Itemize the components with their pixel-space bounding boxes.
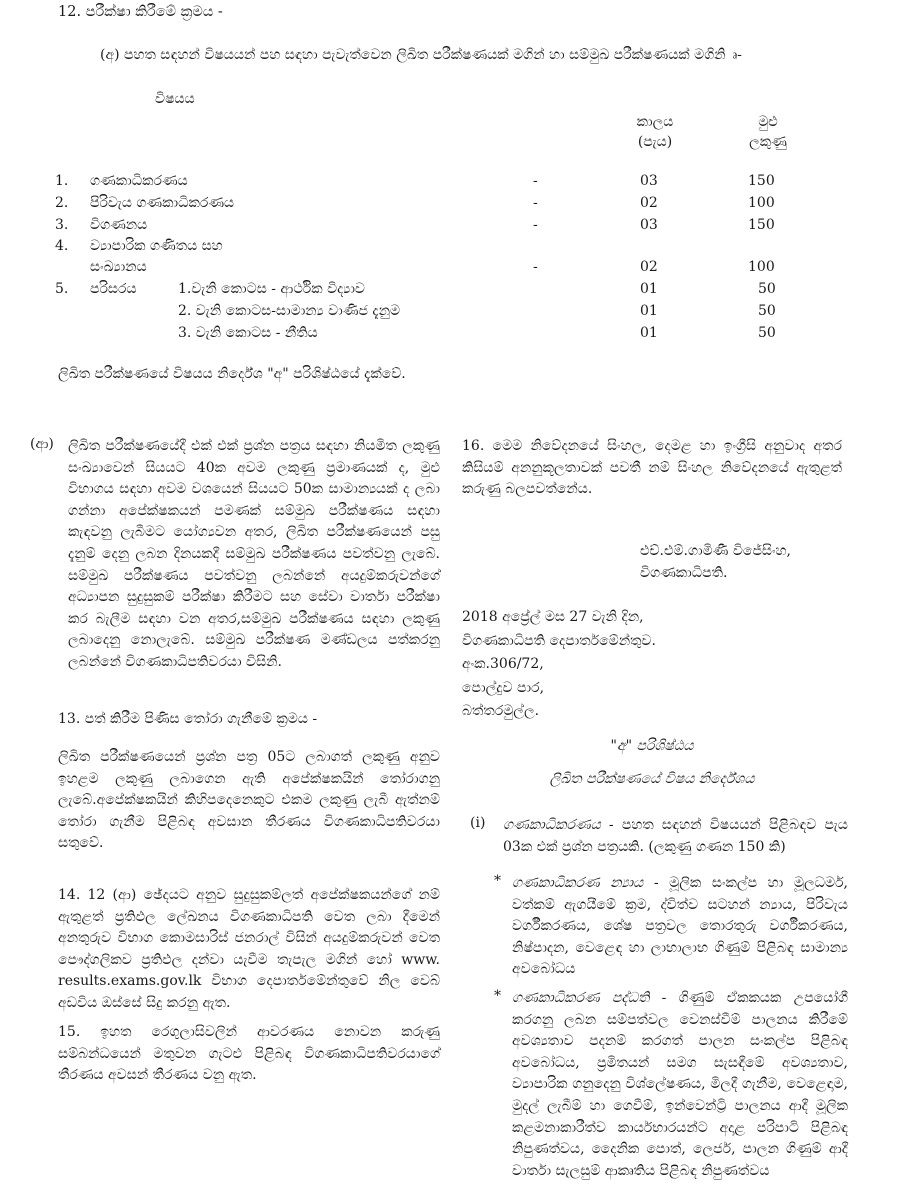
address-city: බත්තරමුල්ල.: [462, 703, 540, 719]
row-dash: -: [533, 173, 538, 189]
annex-item-label: (i): [470, 815, 486, 831]
row-duration: 01: [640, 303, 658, 319]
annex-item-i: [503, 815, 848, 858]
address-block: [462, 606, 656, 724]
signatory-title: විගණකාධිපති.: [640, 565, 728, 581]
table-row: [0, 238, 900, 260]
annex-subtitle: ලිඛිත පරීක්ෂණයේ විෂය නිර්දේශය: [549, 771, 755, 787]
row-duration: 03: [640, 217, 658, 233]
table-header-subject: විෂයය: [155, 91, 195, 107]
annex-bullet-text: - ගිණුම් ඒකකයක උපයෝගී කරගනු ලබන සම්පත්වල වෙනස්වීම් පාලනය කිරීමේ අවශ්‍යතාව පදනම් කරගත් පාලන සංකල්ප පිළිබඳ අවබෝධය, ප්‍රමිතයන් සමග සැසඳීමේ අවශ්‍යතාව, ව්‍යාපාරික ගනුදෙනු විශ්ලේෂණය, මිලදී ගැනීම, වෙළෙඳාම, මුදල් ලැබීම් හා ගෙවීම්, ඉන්වෙන්ට්‍රි පාලනය ආදී මූලික කළමනාකාරීත්ව කාර්යභාරයන්ට අදාළ පරිපාටි පිළිබඳ නිපුණත්වය, දෛනික පොත්, ලෙජර්, පාලන ගිණුම් ආදී වාර්තා සැලසුම් ආකෘතිය පිළිබඳ නිපුණත්වය: [512, 990, 848, 1179]
row-duration: 01: [640, 325, 658, 341]
annex-title: "අ" පරිශිෂ්ඨය: [610, 738, 694, 754]
row-duration: 03: [640, 173, 658, 189]
row-marks: 50: [758, 281, 776, 297]
row-number: 4.: [55, 238, 69, 254]
bullet-star: *: [494, 873, 501, 889]
row-subject: ගණකාධිකරණය: [90, 173, 188, 189]
address-number: අංක.306/72,: [462, 656, 544, 672]
row-subject: පරිසරය: [90, 281, 137, 297]
row-marks: 100: [748, 195, 775, 211]
row-duration: 01: [640, 281, 658, 297]
section-14-text: 14. 12 (ආ) ඡේදයට අනුව සුදුසුකම්ලත් අපේක්ෂකයන්ගේ නම් ඇතුළත් ප්‍රතිඵල ලේඛනය විගණකාධිපති වෙත ලබා දීමෙන් අනතුරුව විභාග කොමසාරිස් ජනරාල් විසින් අයදුම්කරුවන් වෙත පෞද්ගලිකව ප්‍රතිඵල දන්වා යැවීම තැපැල මගින් හෝ www. results.exams.gov.lk විභාග දෙපාර්තමේන්තුවේ නිල වෙබ් අඩවිය ඔස්සේ සිදු කරනු ඇත.: [58, 887, 440, 1011]
bullet-star: *: [494, 988, 501, 1004]
row-dash: -: [533, 217, 538, 233]
section-16-text: 16. මෙම නිවේදනයේ සිංහල, දෙමළ හා ඉංග්‍රීසි අනුවාද අතර කිසියම් අනනුකූලතාවක් පවතී නම් සිංහල නිවේදනයේ ඇතුළත් කරුණු බලපවත්නේය.: [462, 438, 842, 498]
annex-item-i-text: - පහත සඳහන් විෂයයන් පිළිබඳව පැය 03ක එක් ප්‍රශ්න පත්‍රයකි. (ලකුණු ගණන 150 කි): [503, 817, 848, 855]
row-subpart: 3. වැනි කොටස - නීතිය: [178, 325, 318, 341]
row-subject: පිරිවැය ගණකාධිකරණය: [90, 195, 235, 211]
row-number: 2.: [55, 195, 69, 211]
row-subject: විගණනය: [90, 217, 148, 233]
address-road: පොල්දුව පාර,: [462, 679, 545, 696]
annex-bullet: [512, 988, 848, 1182]
table-row: [0, 325, 900, 347]
row-number: 3.: [55, 217, 69, 233]
annex-item-i-heading: ගණකාධිකරණය: [503, 817, 601, 833]
signatory-name: එච්.එම්.ගාමිණී විජේසිංහ,: [640, 543, 792, 559]
row-number: 5.: [55, 281, 69, 297]
table-row: [0, 173, 900, 195]
table-row: [0, 303, 900, 325]
syllabus-note: ලිඛිත පරීක්ෂණයේ විෂයය නිර්දේශ "අ" පරිශිෂ්ඨයේ දැක්වේ.: [58, 366, 406, 382]
annex-bullet-text: - මූලික සංකල්ප හා මූලධර්ම, වත්කම් ඇගයීමේ ක්‍රම, ද්විත්ව සටහන් න්‍යාය, පිරිවැය වර්ගීකරණය, ශේෂ පත්‍රවල තොරතුරු වර්ගීකරණය, නිෂ්පාදන, වෙළෙඳ හා ලාභාලාභ ගිණුම් පිළිබඳ සාමාන්‍ය අවබෝධය: [512, 875, 848, 978]
row-marks: 150: [748, 173, 775, 189]
table-row: [0, 259, 900, 281]
row-duration: 02: [640, 195, 658, 211]
annex-bullet: [512, 873, 848, 981]
table-header-marks: මුළු ලකුණු: [749, 114, 787, 150]
row-marks: 100: [748, 259, 775, 275]
row-dash: -: [533, 259, 538, 275]
row-subpart: 1.වැනි කොටස - ආර්ථික විද්‍යාව: [178, 281, 365, 297]
row-subpart: 2. වැනි කොටස-සාමාන්‍ය වාණිජ දැනුම: [178, 303, 401, 319]
table-row: [0, 195, 900, 217]
row-subject: ව්‍යාපාරික ගණිතය සහ: [90, 238, 223, 254]
annex-bullet-heading: ගණකාධිකරණ පද්ධති: [512, 990, 650, 1006]
signature-block: [640, 543, 791, 581]
row-duration: 02: [640, 259, 658, 275]
table-row: [0, 281, 900, 303]
table-header-duration: කාලය (පැය): [636, 114, 674, 150]
section-13-text: ලිඛිත පරීක්ෂණයෙන් ප්‍රශ්න පත්‍ර 05ට ලබාගත් ලකුණු අනුව ඉහළම ලකුණු ලබාගෙන ඇති අපේක්ෂකයින් තෝරාගනු ලැබේ.අපේක්ෂකයින් කිහිපදෙනෙකුට එකම ලකුණු ලැබී ඇත්නම් තෝරා ගැනීම පිළිබඳ අවසාන තීරණය විගණකාධිපතිවරයා සතුවේ.: [58, 749, 440, 852]
row-dash: -: [533, 195, 538, 211]
row-subject-cont: සංඛ්‍යානය: [90, 259, 147, 275]
row-marks: 150: [748, 217, 775, 233]
annex-bullet-heading: ගණකාධිකරණ න්‍යාය: [512, 875, 644, 891]
para-a-label: (ආ): [30, 436, 54, 452]
row-marks: 50: [758, 303, 776, 319]
row-number: 1.: [55, 173, 69, 189]
table-row: [0, 217, 900, 239]
row-marks: 50: [758, 325, 776, 341]
section-15-text: 15. ඉහත රෙගුලාසිවලින් ආවරණය නොවන කරුණු සම්බන්ධයෙන් මතුවන ගැටළු පිළිබඳ විගණකාධිපතිවරයාගේ තීරණය අවසන් තීරණය වනු ඇත.: [58, 1024, 440, 1084]
section-12-a-intro: (අ) පහත සඳහන් විෂයයන් පහ සඳහා පැවැත්වෙන ලිඛිත පරීක්ෂණයක් මගින් හා සම්මුඛ පරීක්ෂණයක් මගිනි ෘ-: [100, 47, 742, 63]
notice-date: 2018 අප්‍රේල් මස 27 වැනි දින,: [462, 609, 644, 625]
para-a-text: ලිඛිත පරීක්ෂණයේදී එක් එක් ප්‍රශ්න පත්‍රය සඳහා නියමිත ලකුණු සංඛ්‍යාවෙන් සියයට 40ක අවම ලකුණු ප්‍රමාණයක් ද, මුළු විභාගය සඳහා අවම වශයෙන් සියයට 50ක සාමාන්‍යයක් ද ලබා ගන්නා අපේක්ෂකයන් පමණක් සම්මුඛ පරීක්ෂණය සඳහා කැඳවනු ලැබීමට යෝග්‍යවන අතර, ලිඛිත පරීක්ෂණයෙන් පසු දැනුම් දෙනු ලබන දිනයකදී සම්මුඛ පරීක්ෂණය පවත්වනු ලැබේ. සම්මුඛ පරීක්ෂණය පවත්වනු ලබන්නේ අයදුම්කරුවන්ගේ අධ්‍යාපන සුදුසුකම් පරීක්ෂා කිරීමට සහ සේවා වාර්තා පරීක්ෂා කර බැලීම සඳහා වන අතර,සම්මුඛ පරීක්ෂණය සඳහා ලකුණු ලබාදෙනු නොලැබේ. සම්මුඛ පරීක්ෂණ මණ්ඩලය පත්කරනු ලබන්නේ විගණකාධිපතිවරයා විසිනි.: [68, 438, 440, 670]
address-dept: විගණකාධිපති දෙපාර්තමේන්තුව.: [462, 632, 656, 649]
section-13-title: 13. පත් කිරීම පිණිස තෝරා ගැනීමේ ක්‍රමය -: [58, 711, 318, 727]
section-12-title: 12. පරීක්ෂා කිරීමේ ක්‍රමය -: [58, 4, 223, 20]
